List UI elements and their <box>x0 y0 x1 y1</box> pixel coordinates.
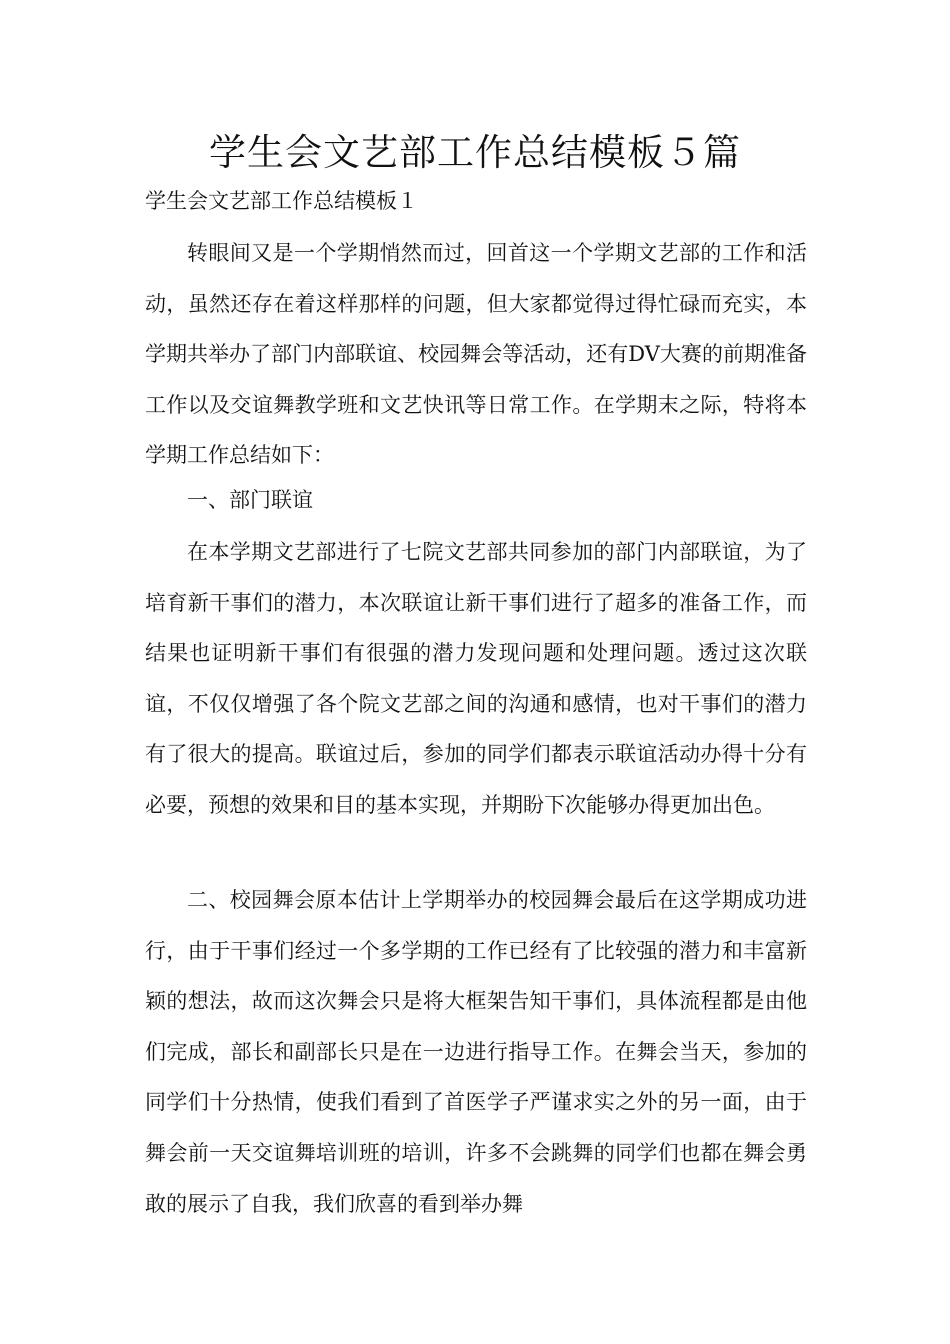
intro-paragraph: 转眼间又是一个学期悄然而过，回首这一个学期文艺部的工作和活动，虽然还存在着这样那样的问题，但大家都觉得过得忙碌而充实，本学期共举办了部门内部联谊、校园舞会等活动，还有DV大赛的前期准备工作以及交谊舞教学班和文艺快讯等日常工作。在学期末之际，特将本学期工作总结如下： <box>145 241 807 468</box>
document-subtitle: 学生会文艺部工作总结模板１ <box>145 189 418 213</box>
section-paragraph-department-social: 在本学期文艺部进行了七院文艺部共同参加的部门内部联谊，为了培育新干事们的潜力，本次联谊让新干事们进行了超多的准备工作，而结果也证明新干事们有很强的潜力发现问题和处理问题。透过这次联谊，不仅仅增强了各个院文艺部之间的沟通和感情，也对干事们的潜力有了很大的提高。联谊过后，参加的同学们都表示联谊活动办得十分有必要，预想的效果和目的基本实现，并期盼下次能够办得更加出色。 <box>145 540 807 817</box>
section-paragraph-campus-dance: 二、校园舞会原本估计上学期举办的校园舞会最后在这学期成功进行，由于干事们经过一个多学期的工作已经有了比较强的潜力和丰富新颖的想法，故而这次舞会只是将大框架告知干事们，具体流程都是由他们完成，部长和副部长只是在一边进行指导工作。在舞会当天，参加的同学们十分热情，使我们看到了首医学子严谨求实之外的另一面，由于舞会前一天交谊舞培训班的培训，许多不会跳舞的同学们也都在舞会勇敢的展示了自我，我们欣喜的看到举办舞 <box>145 888 807 1216</box>
section-heading-department-social: 一、部门联谊 <box>187 488 313 512</box>
document-title: 学生会文艺部工作总结模板５篇 <box>209 131 741 174</box>
